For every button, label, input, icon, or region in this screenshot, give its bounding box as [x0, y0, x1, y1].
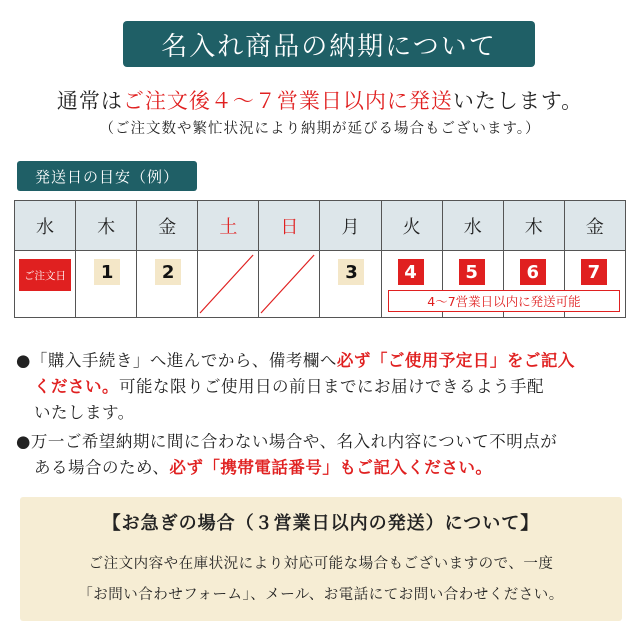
ship-day-number: 5: [459, 259, 485, 285]
shipping-calendar: [14, 200, 626, 318]
section-tag: 発送日の目安（例）: [17, 161, 197, 191]
calendar-cell: [320, 251, 381, 317]
calendar-cell: [137, 251, 198, 317]
urgent-info-box: [20, 497, 622, 621]
note-phone-number: [16, 429, 628, 481]
page-title: 名入れ商品の納期について: [123, 21, 535, 67]
order-day-badge: ご注文日: [19, 259, 71, 291]
day-header: 月: [320, 201, 381, 250]
note-usage-date: [16, 348, 628, 426]
prep-day-number: 1: [94, 259, 120, 285]
note2-emphasis: 必ず「携帯電話番号」もご記入ください。: [169, 458, 493, 477]
day-header-weekend: 日: [259, 201, 320, 250]
calendar-cell: [76, 251, 137, 317]
day-header: 水: [15, 201, 76, 250]
day-header: 木: [504, 201, 565, 250]
lead-prefix: 通常は: [56, 89, 123, 113]
urgent-title: 【お急ぎの場合（３営業日以内の発送）について】: [102, 513, 540, 534]
note1-text: ●「購入手続き」へ進んでから、備考欄へ: [16, 351, 337, 370]
calendar-cell-holiday: [259, 251, 320, 317]
prep-day-number: 3: [338, 259, 364, 285]
day-header: 火: [382, 201, 443, 250]
lead-text: [0, 85, 640, 115]
note1-text: 可能な限りご使用日の前日までにお届けできるよう手配: [119, 377, 544, 396]
day-header: 木: [76, 201, 137, 250]
lead-subtext: （ご注文数や繁忙状況により納期が延びる場合もございます。）: [99, 121, 541, 137]
day-header-weekend: 土: [198, 201, 259, 250]
ship-day-number: 4: [398, 259, 424, 285]
calendar-header-row: [15, 201, 625, 251]
ship-day-number: 6: [520, 259, 546, 285]
note1-emphasis: ください。: [34, 377, 119, 396]
holiday-slash-icon: [259, 251, 319, 317]
note1-emphasis: 必ず「ご使用予定日」をご記入: [336, 351, 575, 370]
calendar-cell: [15, 251, 76, 317]
note2-text: ある場合のため、: [34, 458, 170, 477]
urgent-text: 「お問い合わせフォーム」、メール、お電話にてお問い合わせください。: [78, 587, 564, 603]
holiday-slash-icon: [198, 251, 258, 317]
day-header: 金: [585, 216, 604, 238]
day-header: 金: [137, 201, 198, 250]
ship-day-number: 7: [581, 259, 607, 285]
day-header: 水: [443, 201, 504, 250]
note2-text: ●万一ご希望納期に間に合わない場合や、名入れ内容について不明点が: [16, 432, 558, 451]
calendar-cell-holiday: [198, 251, 259, 317]
lead-suffix: いたします。: [452, 89, 584, 113]
lead-highlight: ご注文後４～７営業日以内に発送: [122, 89, 453, 113]
shipping-range-note: 4～7営業日以内に発送可能: [388, 290, 620, 312]
notes-section: [16, 348, 628, 484]
urgent-text: ご注文内容や在庫状況により対応可能な場合もございますので、一度: [88, 556, 554, 572]
prep-day-number: 2: [155, 259, 181, 285]
note1-text: いたします。: [34, 403, 135, 422]
